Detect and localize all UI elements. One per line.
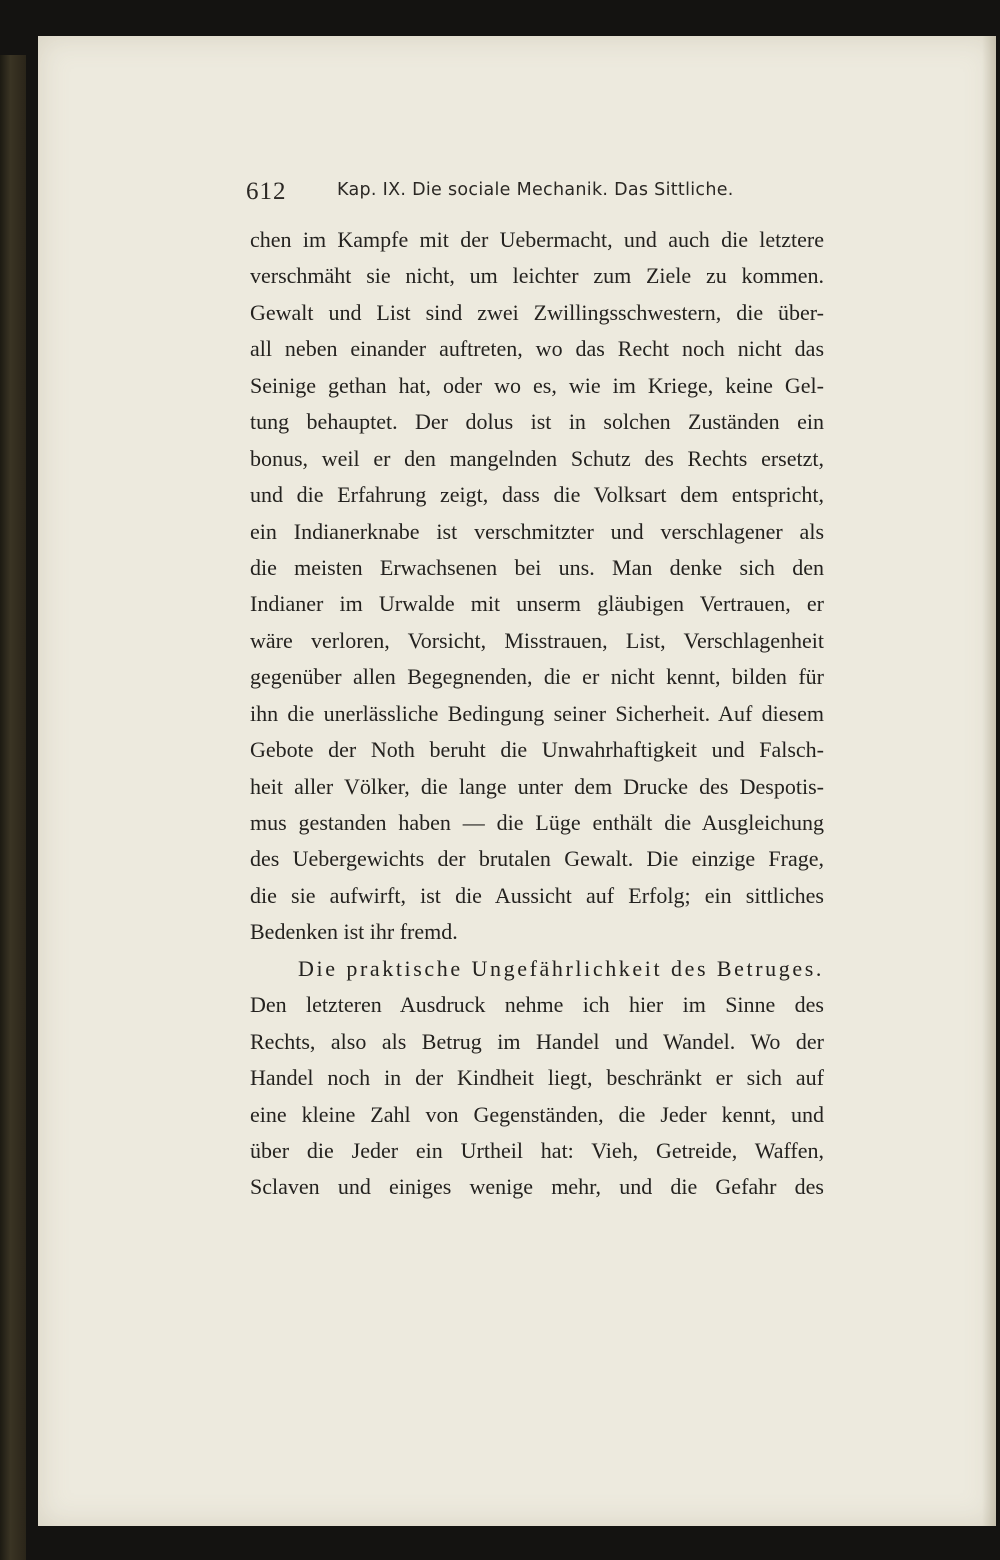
text-line: Den letzteren Ausdruck nehme ich hier im Sinne des bbox=[250, 992, 824, 1018]
text-line: mus gestanden haben — die Lüge enthält die Ausgleichung bbox=[250, 810, 824, 835]
text-line: und die Erfahrung zeigt, dass die Volksart dem entspricht, bbox=[250, 482, 824, 508]
running-head: Kap. IX. Die sociale Mechanik. Das Sittliche. bbox=[337, 180, 734, 200]
text-line: Handel noch in der Kindheit liegt, beschränkt er sich auf bbox=[250, 1065, 824, 1091]
section-heading: Die praktische Ungefährlichkeit des Betruges. bbox=[298, 955, 824, 981]
text-line: verschmäht sie nicht, um leichter zum Ziele zu kommen. bbox=[250, 263, 824, 289]
text-line: gegenüber allen Begegnenden, die er nicht kennt, bilden für bbox=[250, 664, 824, 690]
text-line: all neben einander auftreten, wo das Recht noch nicht das bbox=[250, 336, 824, 362]
text-line: ihn die unerlässliche Bedingung seiner Sicherheit. Auf diesem bbox=[250, 700, 824, 726]
text-line: chen im Kampfe mit der Uebermacht, und auch die letztere bbox=[250, 227, 824, 252]
text-line: die meisten Erwachsenen bei uns. Man denke sich den bbox=[250, 554, 824, 580]
text-line: heit aller Völker, die lange unter dem Drucke des Despotis- bbox=[250, 773, 824, 799]
text-line: bonus, weil er den mangelnden Schutz des Rechts ersetzt, bbox=[250, 445, 824, 471]
text-line: tung behauptet. Der dolus ist in solchen Zuständen ein bbox=[250, 409, 824, 435]
text-line: Gewalt und List sind zwei Zwillingsschwestern, die über- bbox=[250, 299, 824, 325]
text-line: Rechts, also als Betrug im Handel und Wandel. Wo der bbox=[250, 1028, 824, 1054]
page-edge-shadow bbox=[982, 36, 996, 1526]
text-line-paragraph-end: Bedenken ist ihr fremd. bbox=[250, 919, 458, 945]
page-header bbox=[246, 176, 826, 212]
page-number: 612 bbox=[246, 178, 287, 205]
text-line: eine kleine Zahl von Gegenständen, die Jeder kennt, und bbox=[250, 1101, 824, 1127]
book-spine-edge bbox=[0, 55, 26, 1560]
text-line: Gebote der Noth beruht die Unwahrhaftigkeit und Falsch- bbox=[250, 737, 824, 763]
text-line: Sclaven und einiges wenige mehr, und die Gefahr des bbox=[250, 1174, 824, 1200]
text-line: des Uebergewichts der brutalen Gewalt. Die einzige Frage, bbox=[250, 846, 824, 872]
text-line: über die Jeder ein Urtheil hat: Vieh, Getreide, Waffen, bbox=[250, 1137, 824, 1163]
text-line: wäre verloren, Vorsicht, Misstrauen, List, Verschlagenheit bbox=[250, 627, 824, 653]
body-text bbox=[250, 222, 824, 1206]
text-line: Seinige gethan hat, oder wo es, wie im Kriege, keine Gel- bbox=[250, 372, 824, 398]
text-line: ein Indianerknabe ist verschmitzter und verschlagener als bbox=[250, 518, 824, 544]
text-line: die sie aufwirft, ist die Aussicht auf Erfolg; ein sittliches bbox=[250, 882, 824, 908]
text-line: Indianer im Urwalde mit unserm gläubigen Vertrauen, er bbox=[250, 591, 824, 617]
